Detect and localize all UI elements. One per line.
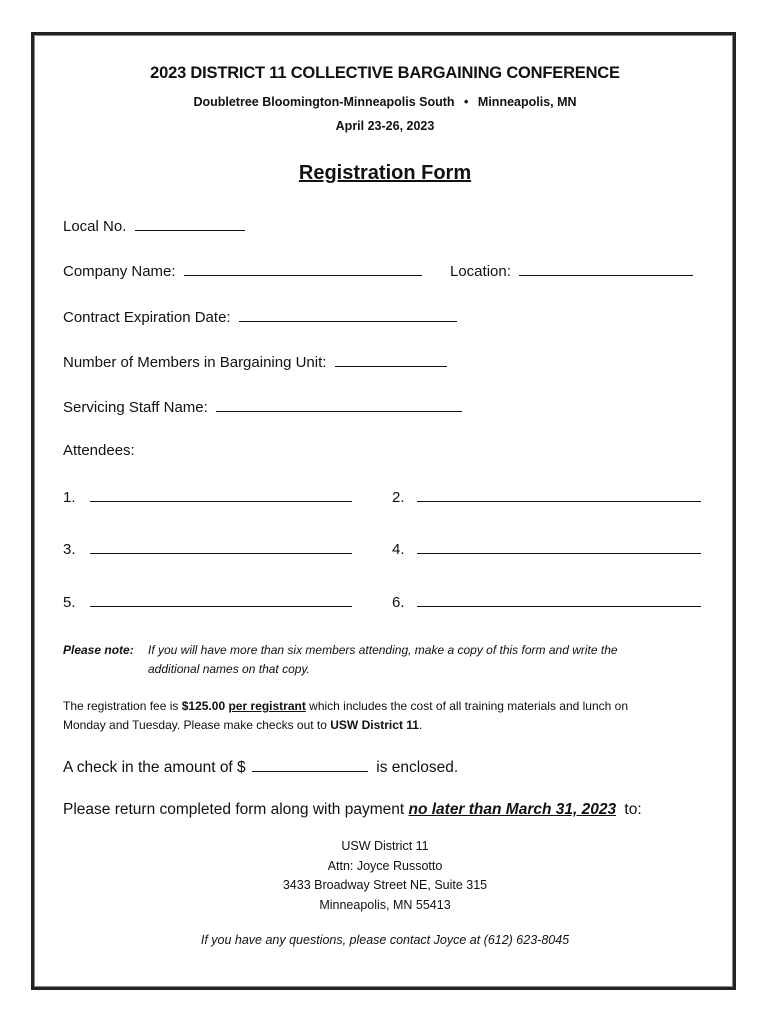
note-line-2: additional names on that copy. (148, 662, 310, 676)
return-to: to: (624, 801, 642, 818)
fee-per-registrant: per registrant (228, 699, 306, 713)
return-deadline: no later than March 31, 2023 (408, 801, 617, 818)
return-row (63, 801, 642, 819)
staff-row (63, 397, 462, 416)
contact-info: If you have any questions, please contact Joyce at (612) 623-8045 (200, 933, 570, 947)
conference-title: 2023 DISTRICT 11 COLLECTIVE BARGAINING CONFERENCE (150, 64, 620, 82)
mailing-address (0, 837, 770, 915)
check-amount-field[interactable] (252, 757, 368, 772)
check-label: A check in the amount of $ (63, 759, 246, 776)
attendee-field[interactable] (417, 539, 701, 554)
attendee-number: 2. (392, 489, 405, 506)
fee-line-1 (63, 697, 628, 716)
attendee-field[interactable] (90, 539, 352, 554)
venue-line (0, 95, 770, 109)
attendee-row (392, 539, 701, 558)
contract-row (63, 307, 457, 326)
attendee-row (63, 539, 352, 558)
attendee-number: 6. (392, 594, 405, 611)
attendee-number: 1. (63, 489, 76, 506)
payee: USW District 11 (330, 718, 419, 732)
location-label: Location: (450, 263, 511, 280)
attendee-row (63, 487, 352, 506)
company-row (63, 261, 422, 280)
company-label: Company Name: (63, 263, 176, 280)
location-row (450, 261, 693, 280)
note-line-1: If you will have more than six members attending, make a copy of this form and write the (148, 643, 618, 657)
address-line: Minneapolis, MN 55413 (319, 897, 451, 912)
note-label: Please note: (63, 643, 134, 657)
form-title: Registration Form (298, 162, 472, 184)
venue-city: Minneapolis, MN (477, 95, 577, 109)
bullet-separator: • (464, 95, 469, 109)
check-enclosed-text: is enclosed. (376, 759, 459, 776)
fee-line-2 (63, 716, 422, 735)
attendees-label: Attendees: (63, 442, 135, 459)
staff-field[interactable] (216, 397, 462, 412)
fee-text: The registration fee is (63, 699, 182, 713)
attendee-row (392, 487, 701, 506)
contract-field[interactable] (239, 307, 457, 322)
check-row (63, 757, 458, 777)
fee-amount: $125.00 (181, 699, 226, 713)
members-row (63, 352, 447, 371)
address-line: USW District 11 (341, 839, 429, 853)
fee-text-post: which includes the cost of all training materials and lunch on (305, 699, 629, 713)
attendee-number: 5. (63, 594, 76, 611)
address-line: Attn: Joyce Russotto (327, 858, 443, 873)
fee-line2-post: . (418, 718, 423, 732)
attendee-row (63, 592, 352, 611)
company-field[interactable] (184, 261, 422, 276)
attendee-field[interactable] (90, 487, 352, 502)
local-field[interactable] (135, 216, 245, 231)
members-field[interactable] (335, 352, 447, 367)
attendee-field[interactable] (90, 592, 352, 607)
attendee-field[interactable] (417, 592, 701, 607)
local-label: Local No. (63, 218, 127, 235)
attendee-row (392, 592, 701, 611)
staff-label: Servicing Staff Name: (63, 399, 208, 416)
address-line: 3433 Broadway Street NE, Suite 315 (282, 878, 488, 892)
members-label: Number of Members in Bargaining Unit: (63, 354, 327, 371)
attendee-number: 3. (63, 541, 76, 558)
contract-label: Contract Expiration Date: (63, 309, 231, 326)
venue-name: Doubletree Bloomington-Minneapolis South (193, 95, 455, 109)
fee-line2-text: Monday and Tuesday. Please make checks out to (63, 718, 331, 732)
return-text: Please return completed form along with payment (63, 801, 409, 818)
conference-dates: April 23-26, 2023 (335, 119, 435, 133)
location-field[interactable] (519, 261, 693, 276)
local-row (63, 216, 245, 235)
attendee-number: 4. (392, 541, 405, 558)
attendee-field[interactable] (417, 487, 701, 502)
